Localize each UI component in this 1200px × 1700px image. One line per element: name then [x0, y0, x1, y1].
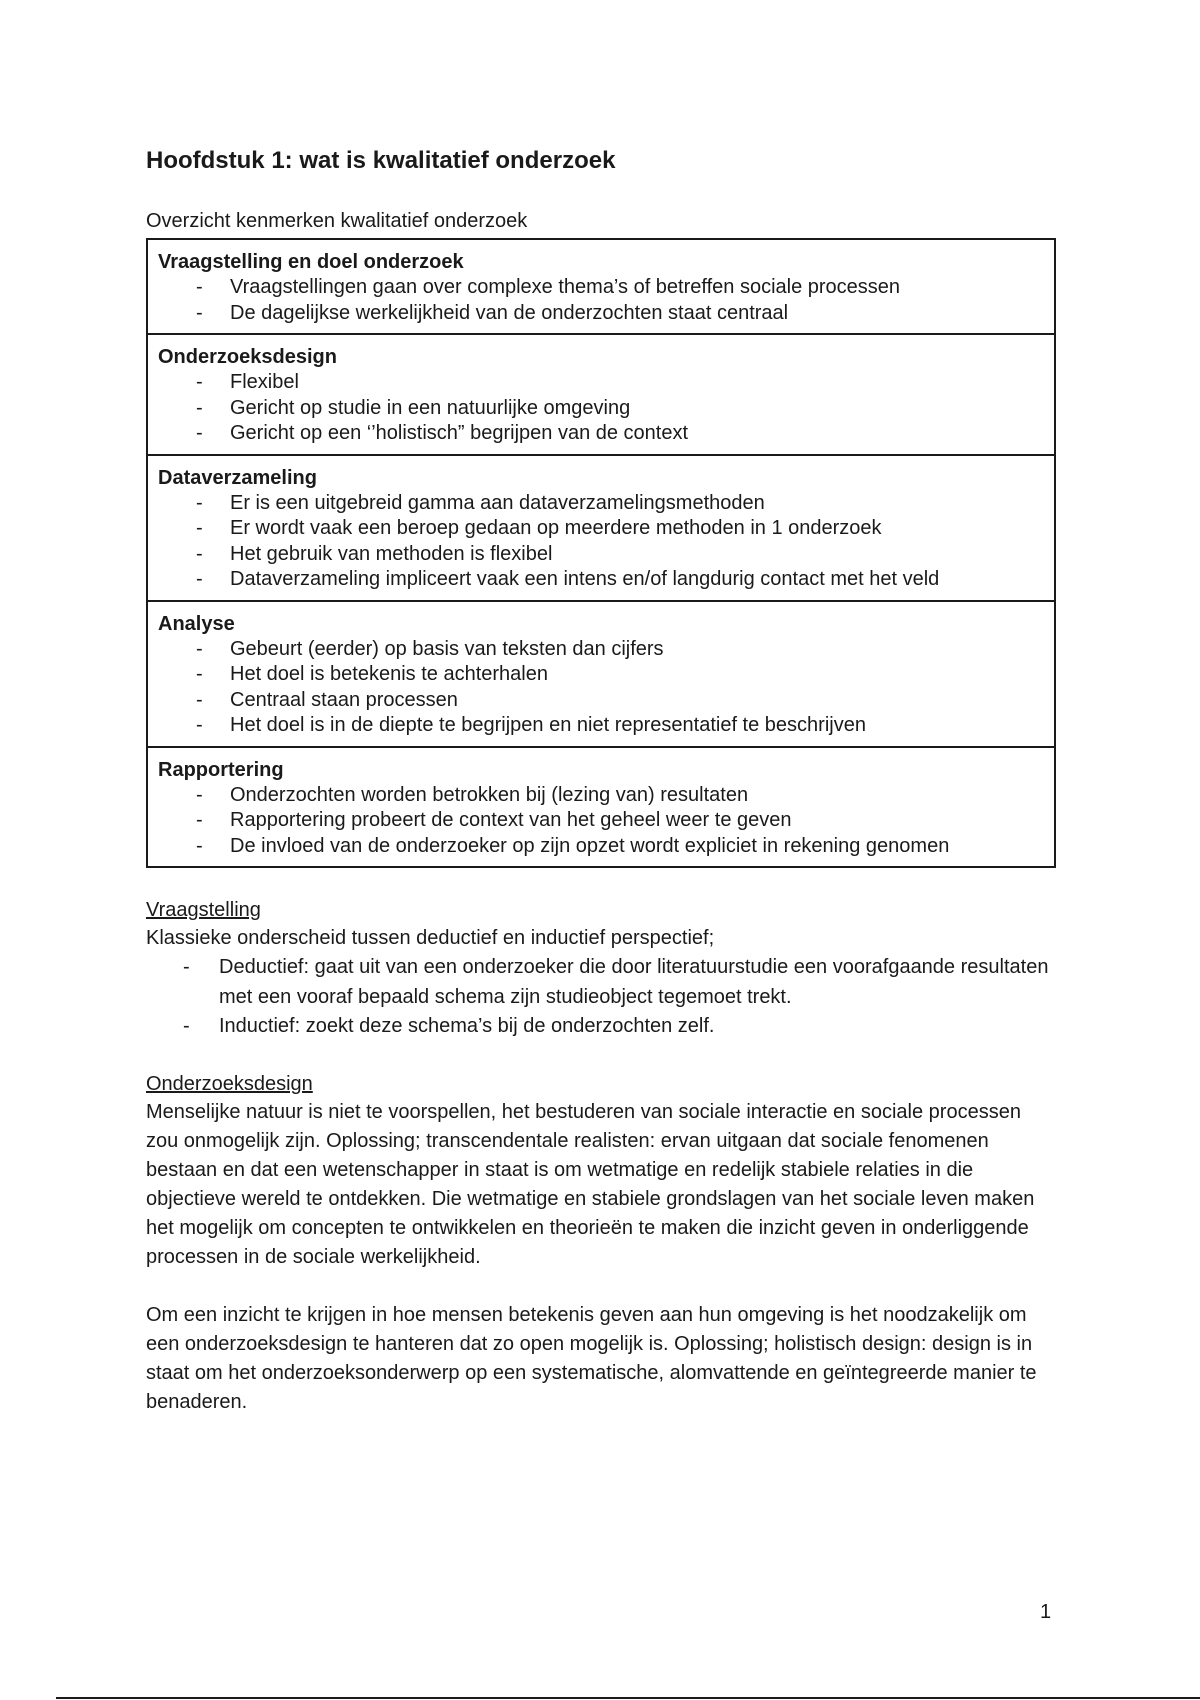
list-item-text: Het gebruik van methoden is flexibel: [230, 542, 553, 565]
list-item: [158, 301, 1044, 327]
table-section-dataverzameling: [148, 456, 1054, 602]
list-item: [158, 275, 1044, 301]
dash-marker: -: [196, 809, 203, 831]
list-item: [146, 1012, 1056, 1042]
dash-marker: -: [196, 542, 203, 565]
vraagstelling-intro: Klassieke onderscheid tussen deductief en inductief perspectief;: [146, 927, 715, 949]
overview-table: [146, 238, 1056, 868]
list-item: [158, 808, 1044, 834]
list-item: [158, 783, 1044, 809]
dash-marker: -: [196, 517, 203, 539]
table-section-rapportering: [148, 748, 1054, 867]
list-item-text: Gericht op een ‘’holistisch” begrijpen van de context: [230, 422, 689, 444]
overview-caption: Overzicht kenmerken kwalitatief onderzoek: [146, 210, 528, 232]
onderzoeksdesign-heading: Onderzoeksdesign: [146, 1072, 313, 1095]
section-list: [158, 370, 1044, 447]
list-item: [158, 396, 1044, 422]
dash-marker: -: [196, 714, 203, 736]
vraagstelling-section: [146, 896, 1056, 1042]
dash-marker: -: [196, 783, 203, 806]
vraagstelling-heading: Vraagstelling: [146, 899, 261, 921]
page-number: 1: [1040, 1601, 1052, 1623]
section-heading: Onderzoeksdesign: [158, 346, 337, 368]
document-title: Hoofdstuk 1: wat is kwalitatief onderzoek: [146, 147, 616, 174]
dash-marker: -: [196, 834, 203, 857]
list-item-text: Het doel is in de diepte te begrijpen en niet representatief te beschrijven: [230, 714, 866, 736]
list-item-text: Er is een uitgebreid gamma aan dataverzamelingsmethoden: [230, 491, 765, 514]
section-heading: Vraagstelling en doel onderzoek: [158, 251, 464, 273]
dash-marker: -: [196, 663, 203, 685]
section-list: [158, 637, 1044, 739]
list-item: [158, 542, 1044, 568]
dash-marker: -: [196, 637, 203, 660]
list-item: [158, 516, 1044, 542]
section-heading: Analyse: [158, 612, 235, 635]
list-item: [158, 491, 1044, 517]
list-item-text: Centraal staan processen: [230, 688, 458, 711]
onderzoeksdesign-section: [146, 1070, 1056, 1417]
dash-marker: -: [196, 396, 203, 419]
onderzoeksdesign-paragraph-1: Menselijke natuur is niet te voorspellen, het bestuderen van sociale interactie en sociale processen zou onmogelijk zijn. Oplossing; transcendentale realisten: ervan uitgaan dat sociale fenomenen bestaan en dat een wetenschapper in staat is om wetmatige en redelijk stabiele relaties in die objectieve wereld te ontdekken. Die wetmatige en stabiele grondslagen van het sociale leven maken het mogelijk om concepten te ontwikkelen en theorieën te maken die inzicht geven in onderliggende processen in de sociale werkelijkheid.: [146, 1100, 1035, 1268]
section-list: [158, 491, 1044, 593]
section-list: [158, 275, 1044, 326]
list-item-text: Gericht op studie in een natuurlijke omgeving: [230, 396, 631, 419]
section-heading: Dataverzameling: [158, 466, 317, 489]
list-item: [158, 834, 1044, 860]
dash-marker: -: [196, 276, 203, 298]
dash-marker: -: [196, 568, 203, 590]
list-item-text: Onderzochten worden betrokken bij (lezing van) resultaten: [230, 783, 749, 806]
list-item-text: Dataverzameling impliceert vaak een intens en/of langdurig contact met het veld: [230, 568, 940, 590]
table-section-analyse: [148, 602, 1054, 748]
list-item-text: De dagelijkse werkelijkheid van de onderzochten staat centraal: [230, 301, 789, 324]
list-item-text: Flexibel: [230, 371, 299, 393]
list-item: [158, 713, 1044, 739]
document-page: [146, 146, 1056, 1417]
list-item: [146, 953, 1056, 1012]
list-item: [158, 370, 1044, 396]
dash-marker: -: [196, 371, 203, 393]
section-list: [158, 783, 1044, 860]
list-item: [158, 688, 1044, 714]
dash-marker: -: [196, 491, 203, 514]
list-item-text: Het doel is betekenis te achterhalen: [230, 663, 548, 685]
list-item-text: Er wordt vaak een beroep gedaan op meerdere methoden in 1 onderzoek: [230, 517, 882, 539]
list-item: [158, 662, 1044, 688]
dash-marker: -: [196, 301, 203, 324]
list-item: [158, 567, 1044, 593]
section-heading: Rapportering: [158, 758, 284, 781]
list-item-text: Gebeurt (eerder) op basis van teksten dan cijfers: [230, 637, 664, 660]
list-item: [158, 637, 1044, 663]
dash-marker: -: [183, 956, 190, 978]
list-item-text: Vraagstellingen gaan over complexe thema’s of betreffen sociale processen: [230, 276, 901, 298]
table-section-vraagstelling: [148, 240, 1054, 335]
list-item-text: Deductief: gaat uit van een onderzoeker die door literatuurstudie een voorafgaande resultaten met een vooraf bepaald schema zijn studieobject tegemoet trekt.: [219, 956, 1049, 1008]
vraagstelling-list: [146, 953, 1056, 1042]
list-item: [158, 421, 1044, 447]
list-item-text: Inductief: zoekt deze schema’s bij de onderzochten zelf.: [219, 1015, 715, 1037]
list-item-text: Rapportering probeert de context van het geheel weer te geven: [230, 809, 792, 831]
dash-marker: -: [196, 688, 203, 711]
table-section-onderzoeksdesign: [148, 335, 1054, 456]
onderzoeksdesign-paragraph-2: Om een inzicht te krijgen in hoe mensen betekenis geven aan hun omgeving is het noodzakelijk om een onderzoeksdesign te hanteren dat zo open mogelijk is. Oplossing; holistisch design: design is in staat om het onderzoeksonderwerp op een systematische, alomvattende en geïntegreerde manier te benaderen.: [146, 1303, 1037, 1413]
dash-marker: -: [196, 422, 203, 444]
dash-marker: -: [183, 1015, 190, 1037]
footer-divider: [56, 1697, 1200, 1699]
list-item-text: De invloed van de onderzoeker op zijn opzet wordt expliciet in rekening genomen: [230, 834, 950, 857]
